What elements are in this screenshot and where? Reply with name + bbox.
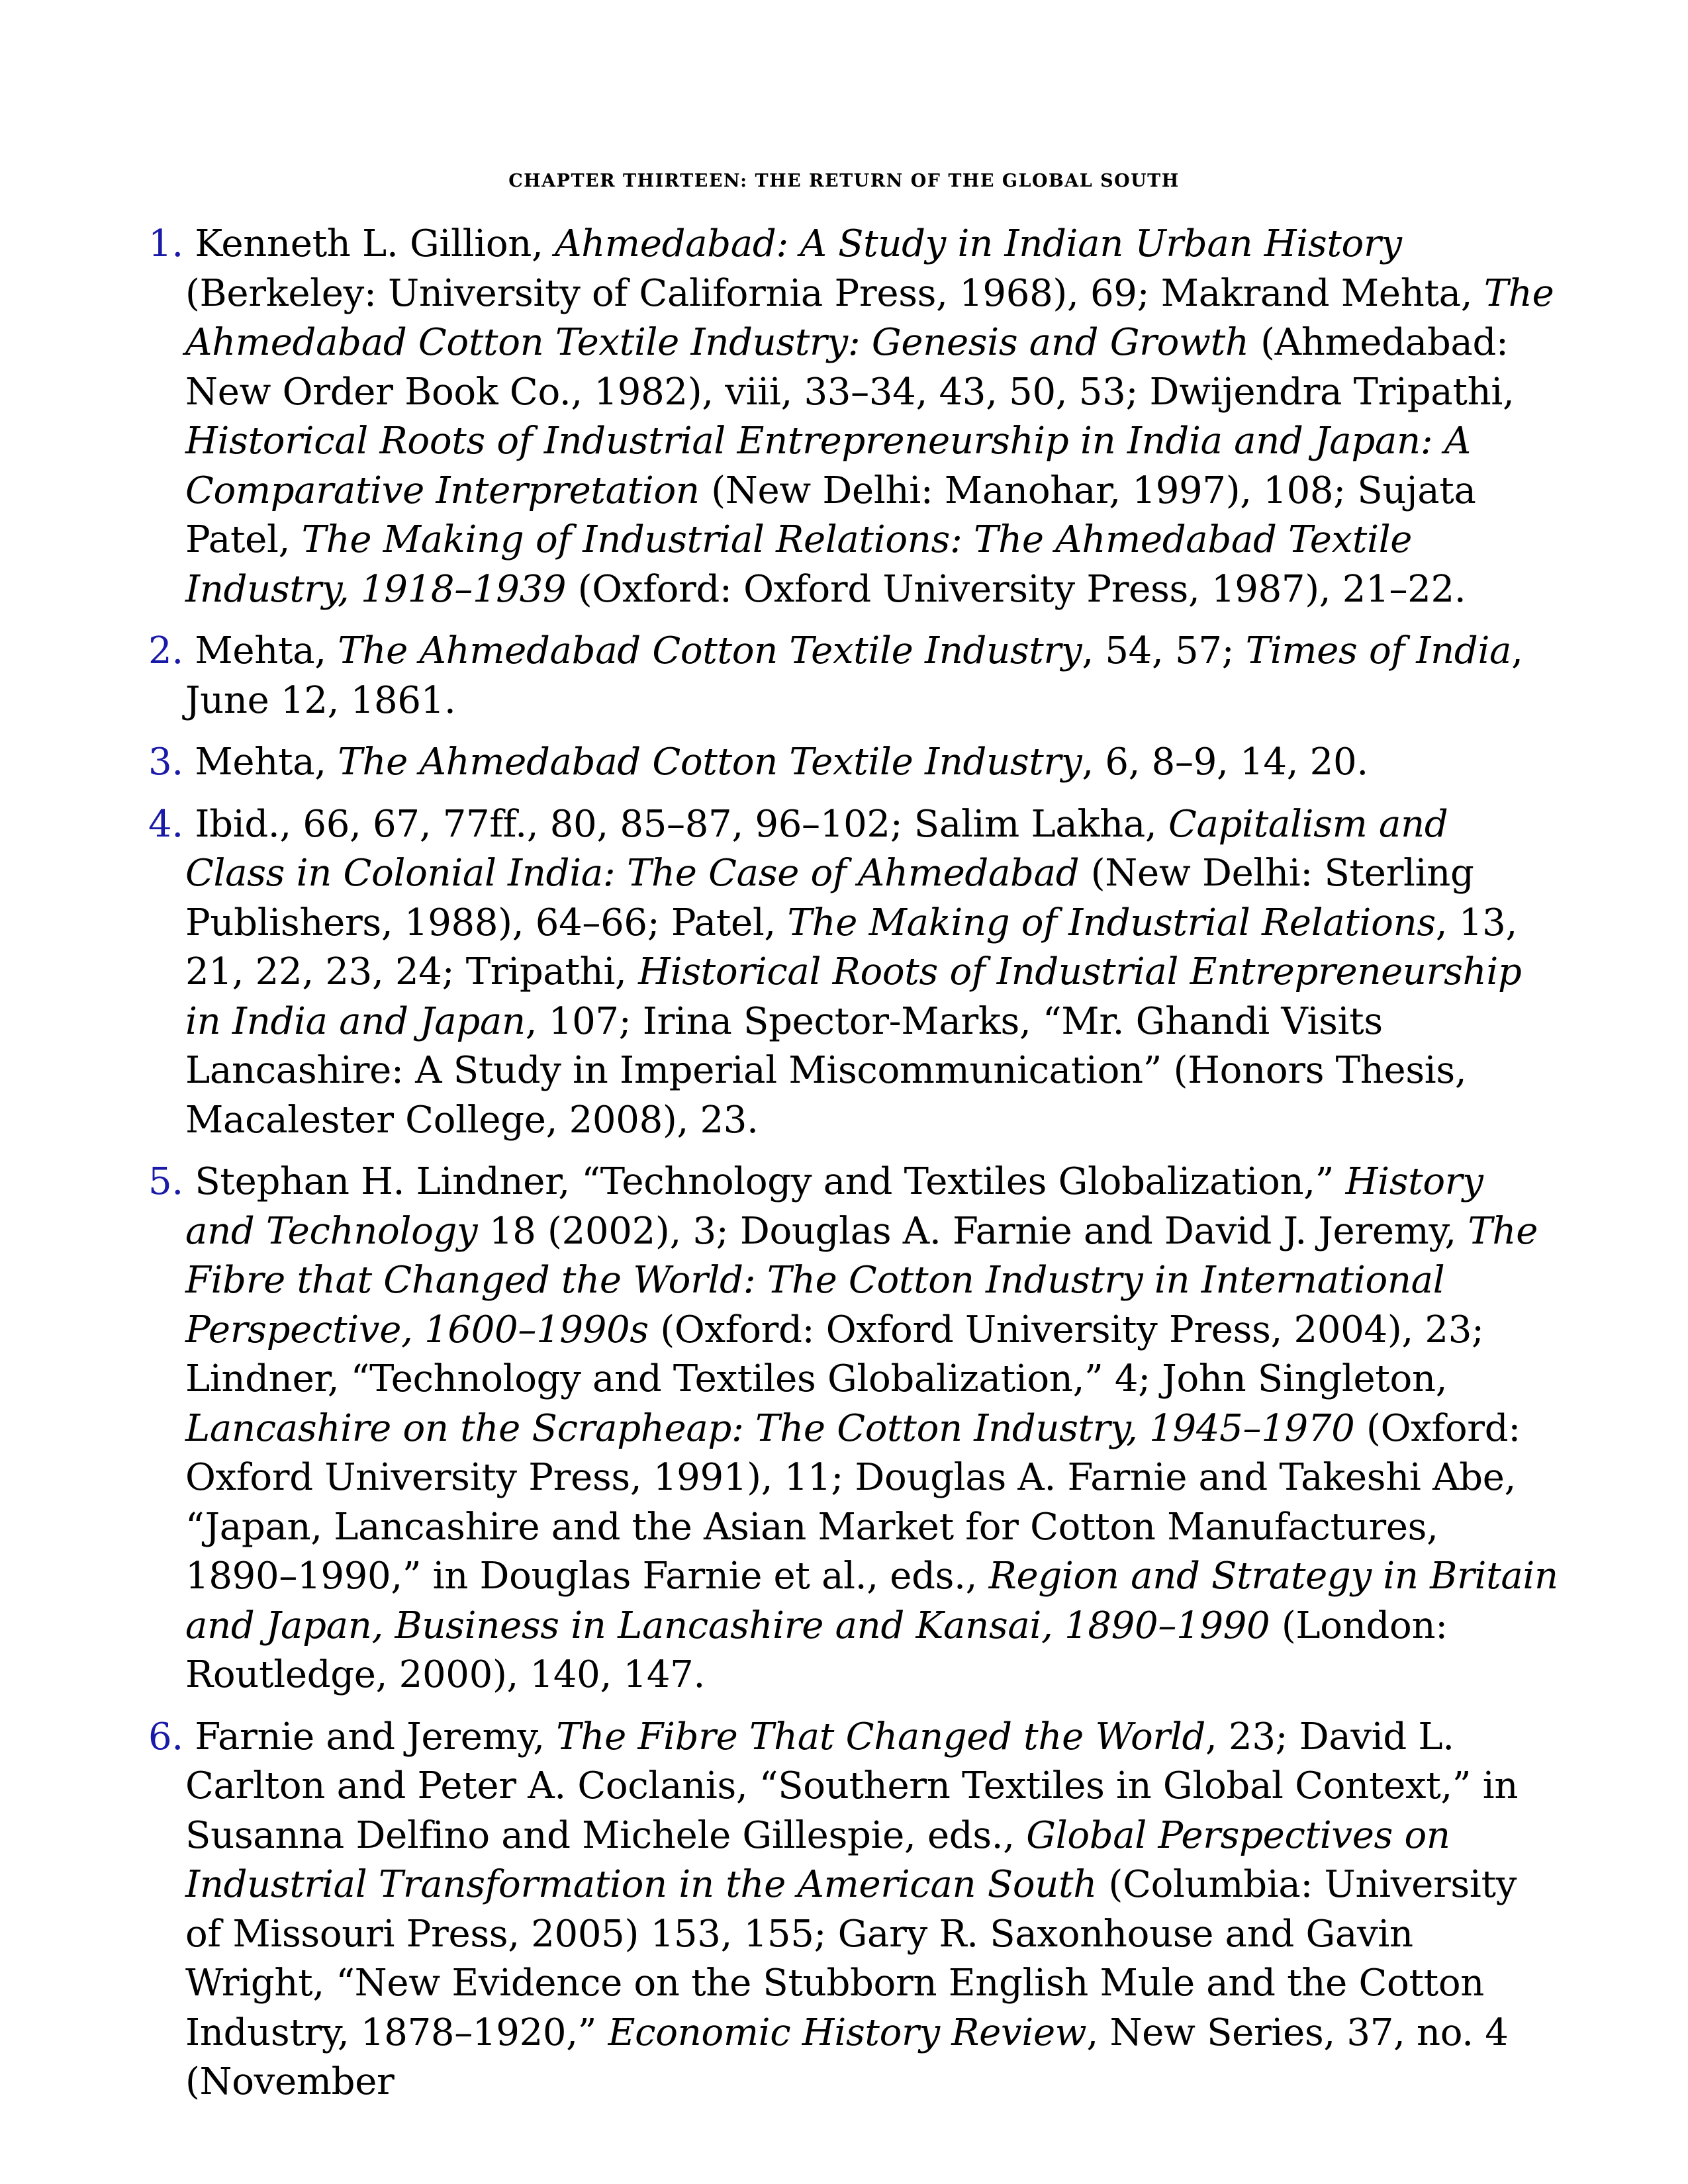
italic-title: The Making of Industrial Relations: [787, 901, 1436, 944]
note-text-run: (London: Routledge, 2000), 140, 147.: [185, 1604, 1448, 1696]
italic-title: The Ahmedabad Cotton Textile Industry: [338, 629, 1082, 672]
endnotes-list: [148, 220, 1558, 2120]
italic-title: Capitalism and Class in Colonial India: The Case of Ahmedabad: [185, 802, 1448, 895]
endnote-text: [183, 741, 1368, 784]
italic-title: Economic History Review: [608, 2011, 1087, 2054]
italic-title: The Ahmedabad Cotton Textile Industry: Genesis and Growth: [185, 271, 1554, 364]
note-text-run: Mehta,: [183, 741, 338, 784]
italic-title: Lancashire on the Scrapheap: The Cotton Industry, 1945–1970: [185, 1406, 1355, 1450]
endnote: [148, 800, 1558, 1146]
note-text-run: , 6, 8–9, 14, 20.: [1082, 741, 1368, 784]
italic-title: Ahmedabad: A Study in Indian Urban History: [555, 222, 1402, 265]
note-text-run: (Columbia: University of Missouri Press, 2005) 153, 155; Gary R. Saxonhouse and Gavin Wright, “New Evidence on the Stubborn English Mule and the Cotton Industry, 1878–1920,”: [185, 1863, 1517, 2054]
note-text-run: Stephan H. Lindner, “Technology and Textiles Globalization,”: [183, 1160, 1346, 1203]
note-text-run: Kenneth L. Gillion,: [183, 222, 555, 265]
endnote: [148, 738, 1558, 788]
italic-title: History and Technology: [185, 1160, 1483, 1253]
note-text-run: , 13, 21, 22, 23, 24; Tripathi,: [185, 901, 1517, 993]
note-text-run: (Oxford: Oxford University Press, 1991), 11; Douglas A. Farnie and Takeshi Abe, “Japan, Lancashire and the Asian Market for Cotton Manufactures, 1890–1990,” in Douglas Farnie et al., eds.,: [185, 1406, 1521, 1598]
note-text-run: Ibid., 66, 67, 77ff., 80, 85–87, 96–102; Salim Lakha,: [183, 802, 1168, 846]
endnote-number-link[interactable]: 2.: [148, 629, 183, 672]
italic-title: Historical Roots of Industrial Entrepreneurship in India and Japan: [185, 950, 1522, 1043]
italic-title: The Making of Industrial Relations: The Ahmedabad Textile Industry, 1918–1939: [185, 518, 1413, 611]
italic-title: The Fibre that Changed the World: The Cotton Industry in International Perspective, 1600–1990s: [185, 1209, 1538, 1351]
endnote-number-link[interactable]: 3.: [148, 741, 183, 784]
note-text-run: Farnie and Jeremy,: [183, 1715, 557, 1758]
running-head: CHAPTER THIRTEEN: THE RETURN OF THE GLOBAL SOUTH: [508, 171, 1180, 191]
note-text-run: , 107; Irina Spector-Marks, “Mr. Ghandi Visits Lancashire: A Study in Imperial Miscommunication” (Honors Thesis, Macalester College, 2008), 23.: [185, 999, 1467, 1142]
endnote: [148, 1158, 1558, 1700]
endnote: [148, 220, 1558, 614]
italic-title: The Ahmedabad Cotton Textile Industry: [338, 741, 1082, 784]
endnote: [148, 627, 1558, 725]
endnote-text: [183, 222, 1554, 611]
note-text-run: (Berkeley: University of California Press, 1968), 69; Makrand Mehta,: [185, 271, 1484, 315]
italic-title: The Fibre That Changed the World: [556, 1715, 1205, 1758]
endnote-number-link[interactable]: 6.: [148, 1715, 183, 1758]
endnote-number-link[interactable]: 1.: [148, 222, 183, 265]
note-text-run: , New Series, 37, no. 4 (November: [185, 2011, 1509, 2103]
note-text-run: 18 (2002), 3; Douglas A. Farnie and David J. Jeremy,: [477, 1209, 1468, 1253]
note-text-run: (Ahmedabad: New Order Book Co., 1982), viii, 33–34, 43, 50, 53; Dwijendra Tripathi,: [185, 321, 1515, 414]
endnote-text: [183, 1160, 1558, 1696]
italic-title: Global Perspectives on Industrial Transformation in the American South: [185, 1813, 1450, 1906]
endnote-text: [183, 1715, 1518, 2104]
note-text-run: , 54, 57;: [1082, 629, 1246, 672]
note-text-run: (New Delhi: Manohar, 1997), 108; Sujata Patel,: [185, 469, 1476, 561]
note-text-run: , 23; David L. Carlton and Peter A. Coclanis, “Southern Textiles in Global Context,” in Susanna Delfino and Michele Gillespie, eds.,: [185, 1715, 1519, 1857]
note-text-run: (Oxford: Oxford University Press, 2004), 23; Lindner, “Technology and Textiles Globalization,” 4; John Singleton,: [185, 1308, 1484, 1400]
endnote-number-link[interactable]: 5.: [148, 1160, 183, 1203]
note-text-run: (Oxford: Oxford University Press, 1987), 21–22.: [566, 567, 1466, 611]
endnote-number-link[interactable]: 4.: [148, 802, 183, 846]
endnote-text: [183, 629, 1523, 722]
italic-title: Region and Strategy in Britain and Japan, Business in Lancashire and Kansai, 1890–1990: [185, 1555, 1558, 1647]
note-text-run: , June 12, 1861.: [185, 629, 1523, 722]
note-text-run: (New Delhi: Sterling Publishers, 1988), 64–66; Patel,: [185, 852, 1474, 944]
italic-title: Times of India: [1245, 629, 1512, 672]
note-text-run: Mehta,: [183, 629, 338, 672]
endnote: [148, 1713, 1558, 2107]
endnote-text: [183, 803, 1522, 1142]
italic-title: Historical Roots of Industrial Entrepreneurship in India and Japan: A Comparative Interpretation: [185, 420, 1471, 512]
